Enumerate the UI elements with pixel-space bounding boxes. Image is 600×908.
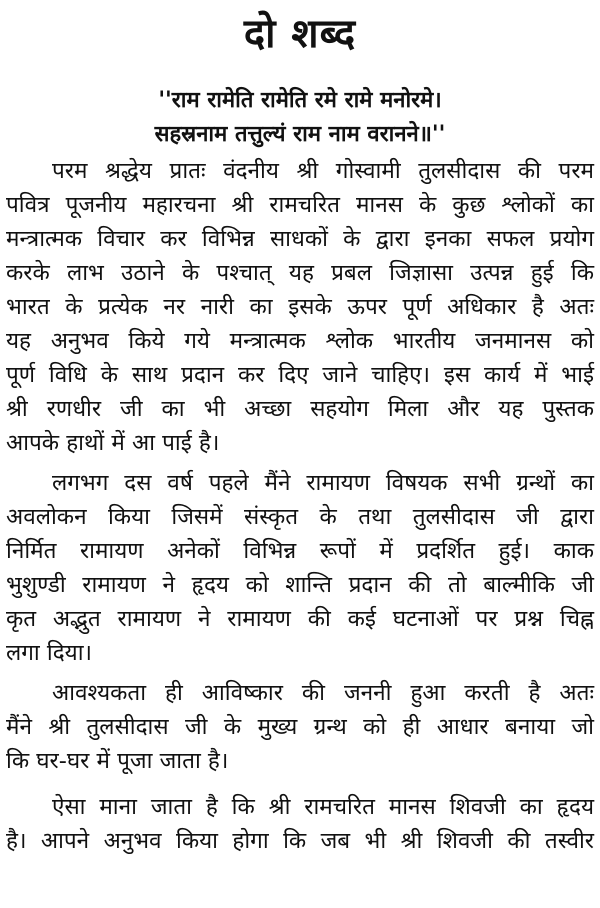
paragraph-line: पूर्ण विधि के साथ प्रदान कर दिए जाने चाहिए। इस कार्य में भाई: [6, 362, 594, 388]
paragraph-line: यह अनुभव किये गये मन्त्रात्मक श्लोक भारतीय जनमानस को: [6, 328, 594, 354]
verse-line: सहस्रनाम तत्तुल्यं राम नाम वरानने॥'': [154, 122, 446, 147]
paragraph-line: करके लाभ उठाने के पश्चात् यह प्रबल जिज्ञासा उत्पन्न हुई कि: [6, 260, 594, 286]
paragraph-line: मैंने श्री तुलसीदास जी के मुख्य ग्रन्थ को ही आधार बनाया जो: [6, 714, 594, 740]
paragraph-line: मन्त्रात्मक विचार कर विभिन्न साधकों के द्वारा इनका सफल प्रयोग: [6, 226, 594, 252]
paragraph-line: पवित्र पूजनीय महारचना श्री रामचरित मानस के कुछ श्लोकों का: [6, 192, 594, 218]
paragraph-line: लगभग दस वर्ष पहले मैंने रामायण विषयक सभी ग्रन्थों का: [52, 470, 594, 496]
paragraph-line: निर्मित रामायण अनेकों विभिन्न रूपों में प्रदर्शित हुई। काक: [6, 538, 594, 564]
paragraph-line: आपके हाथों में आ पाई है।: [6, 430, 220, 456]
paragraph-line: भुशुण्डी रामायण ने हृदय को शान्ति प्रदान की तो बाल्मीकि जी: [6, 572, 594, 598]
paragraph-line: ऐसा माना जाता है कि श्री रामचरित मानस शिवजी का हृदय: [52, 794, 594, 820]
paragraph-line: अवलोकन किया जिसमें संस्कृत के तथा तुलसीदास जी द्वारा: [6, 504, 594, 530]
paragraph-line: कि घर-घर में पूजा जाता है।: [6, 748, 229, 774]
paragraph-line: लगा दिया।: [6, 640, 93, 666]
paragraph-line: कृत अद्भुत रामायण ने रामायण की कई घटनाओं पर प्रश्न चिह्न: [6, 606, 594, 632]
paragraph-line: श्री रणधीर जी का भी अच्छा सहयोग मिला और यह पुस्तक: [6, 396, 594, 422]
verse-line: ''राम रामेति रामेति रमे रामे मनोरमे।: [158, 88, 442, 113]
paragraph-line: भारत के प्रत्येक नर नारी का इसके ऊपर पूर्ण अधिकार है अतः: [6, 294, 594, 320]
paragraph-line: आवश्यकता ही आविष्कार की जननी हुआ करती है अतः: [52, 680, 594, 706]
paragraph-line: है। आपने अनुभव किया होगा कि जब भी श्री शिवजी की तस्वीर: [6, 828, 594, 854]
page-title: दो शब्द: [243, 11, 357, 57]
paragraph-line: परम श्रद्धेय प्रातः वंदनीय श्री गोस्वामी तुलसीदास की परम: [52, 158, 594, 184]
